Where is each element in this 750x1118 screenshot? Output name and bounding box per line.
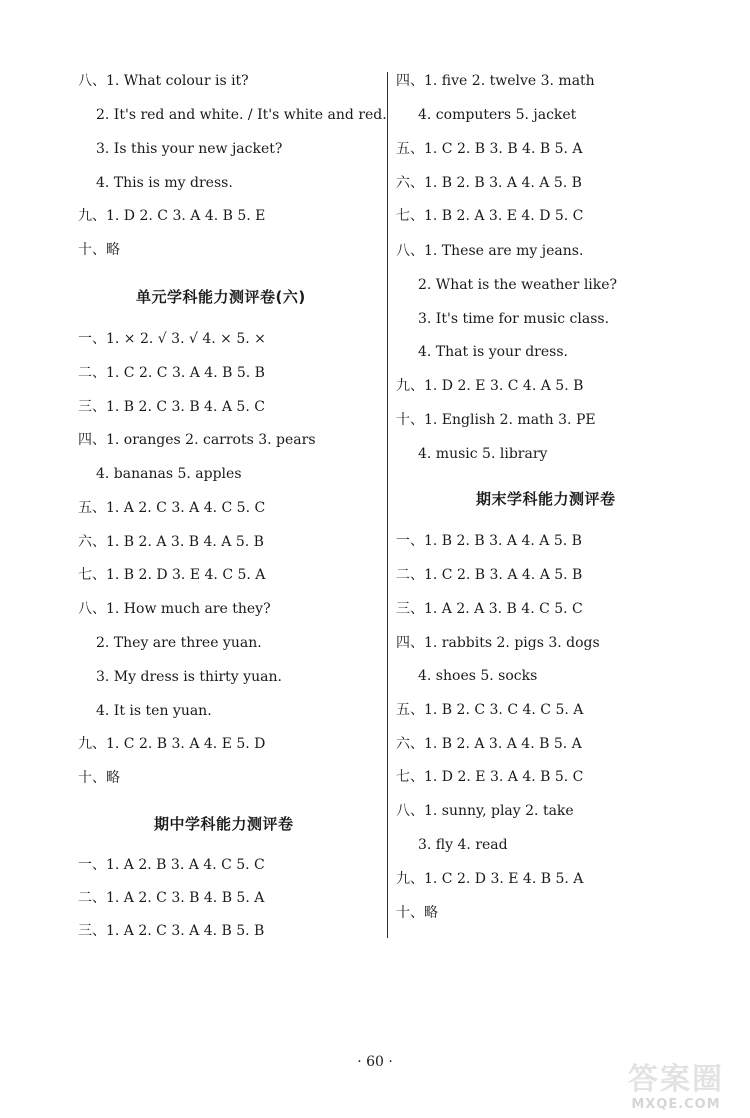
- answer-line: 二、1. C 2. C 3. A 4. B 5. B: [78, 365, 265, 381]
- answer-line: 一、1. A 2. B 3. A 4. C 5. C: [78, 857, 265, 873]
- answer-line: 四、1. five 2. twelve 3. math: [396, 73, 595, 89]
- answer-line: 2. They are three yuan.: [96, 635, 262, 651]
- answer-line: 九、1. C 2. D 3. E 4. B 5. A: [396, 871, 584, 887]
- answer-line: 3. My dress is thirty yuan.: [96, 669, 282, 685]
- section-title-midterm: 期中学科能力测评卷: [154, 815, 294, 833]
- section-title-unit6: 单元学科能力测评卷(六): [136, 288, 306, 306]
- answer-line: 三、1. B 2. C 3. B 4. A 5. C: [78, 399, 265, 415]
- answer-line: 一、1. × 2. √ 3. √ 4. × 5. ×: [78, 331, 266, 347]
- answer-line: 五、1. A 2. C 3. A 4. C 5. C: [78, 500, 266, 516]
- answer-line: 3. It's time for music class.: [418, 311, 610, 327]
- answer-line: 六、1. B 2. B 3. A 4. A 5. B: [396, 175, 582, 191]
- answer-line: 4. computers 5. jacket: [418, 107, 577, 123]
- answer-line: 四、1. rabbits 2. pigs 3. dogs: [396, 635, 600, 651]
- answer-line: 八、1. These are my jeans.: [396, 243, 584, 259]
- column-divider: [387, 72, 388, 938]
- answer-line: 九、1. C 2. B 3. A 4. E 5. D: [78, 736, 266, 752]
- watermark-logo: [610, 1054, 742, 1112]
- answer-line: 4. It is ten yuan.: [96, 703, 212, 719]
- section-title-final: 期末学科能力测评卷: [476, 490, 616, 508]
- answer-line: 二、1. A 2. C 3. B 4. B 5. A: [78, 890, 265, 906]
- answer-line: 十、略: [78, 770, 120, 786]
- answer-line: 十、略: [396, 905, 438, 921]
- answer-line: 一、1. B 2. B 3. A 4. A 5. B: [396, 533, 582, 549]
- answer-line: 五、1. B 2. C 3. C 4. C 5. A: [396, 702, 584, 718]
- answer-line: 三、1. A 2. C 3. A 4. B 5. B: [78, 923, 265, 939]
- answer-line: 2. It's red and white. / It's white and red.: [96, 107, 387, 123]
- page-number: · 60 ·: [357, 1054, 393, 1070]
- answer-line: 十、略: [78, 242, 120, 258]
- answer-line: 八、1. sunny, play 2. take: [396, 803, 574, 819]
- answer-line: 3. fly 4. read: [418, 837, 508, 853]
- answer-line: 九、1. D 2. E 3. C 4. A 5. B: [396, 378, 584, 394]
- answer-line: 七、1. D 2. E 3. A 4. B 5. C: [396, 769, 584, 785]
- answer-line: 五、1. C 2. B 3. B 4. B 5. A: [396, 141, 583, 157]
- answer-line: 十、1. English 2. math 3. PE: [396, 412, 596, 428]
- answer-line: 八、1. How much are they?: [78, 601, 271, 617]
- answer-line: 3. Is this your new jacket?: [96, 141, 283, 157]
- answer-line: 八、1. What colour is it?: [78, 73, 249, 89]
- answer-line: 4. music 5. library: [418, 446, 548, 462]
- answer-line: 4. shoes 5. socks: [418, 668, 538, 684]
- watermark-url: MXQE.COM: [631, 1097, 721, 1112]
- answer-line: 六、1. B 2. A 3. B 4. A 5. B: [78, 534, 264, 550]
- watermark-text: 答案圈: [628, 1062, 724, 1097]
- answer-line: 六、1. B 2. A 3. A 4. B 5. A: [396, 736, 582, 752]
- answer-line: 4. That is your dress.: [418, 344, 568, 360]
- answer-line: 七、1. B 2. A 3. E 4. D 5. C: [396, 208, 584, 224]
- answer-line: 4. bananas 5. apples: [96, 466, 242, 482]
- answer-line: 二、1. C 2. B 3. A 4. A 5. B: [396, 567, 583, 583]
- answer-line: 九、1. D 2. C 3. A 4. B 5. E: [78, 208, 266, 224]
- answer-line: 三、1. A 2. A 3. B 4. C 5. C: [396, 601, 583, 617]
- answer-line: 4. This is my dress.: [96, 175, 233, 191]
- answer-line: 七、1. B 2. D 3. E 4. C 5. A: [78, 567, 266, 583]
- answer-line: 四、1. oranges 2. carrots 3. pears: [78, 432, 316, 448]
- answer-line: 2. What is the weather like?: [418, 277, 618, 293]
